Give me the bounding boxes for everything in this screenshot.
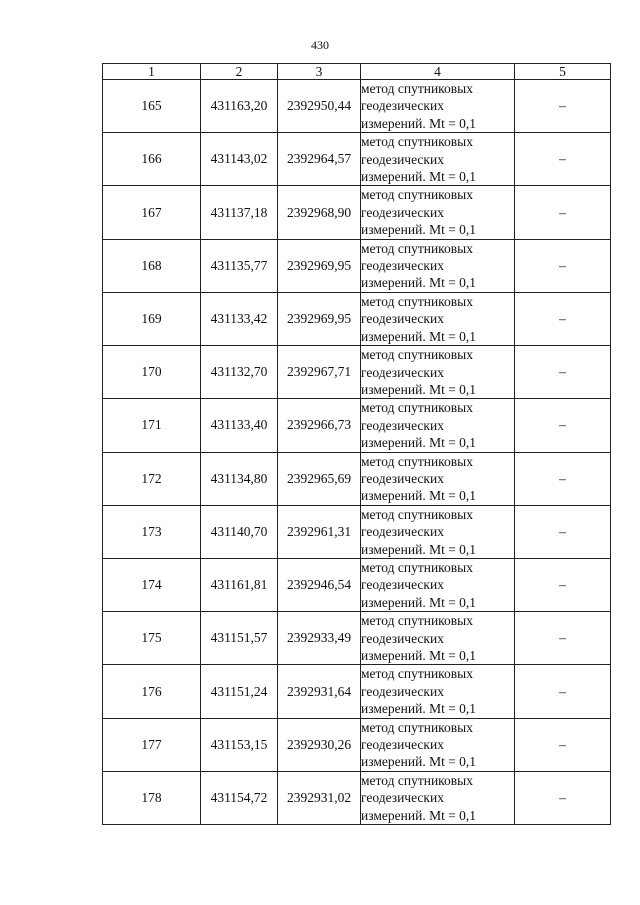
coordinate-y-cell: 2392964,57 [278,133,361,186]
point-number-cell: 172 [103,452,201,505]
note-cell: – [515,665,611,718]
table-body [103,80,611,825]
method-text: метод спутниковых геодезических измерений. Mt = 0,1 [361,506,477,557]
table-row [103,718,611,771]
coordinate-y-cell: 2392946,54 [278,558,361,611]
method-text: метод спутниковых геодезических измерений. Mt = 0,1 [361,187,477,238]
point-number-cell: 173 [103,505,201,558]
coordinates-table [102,63,611,825]
table-row [103,505,611,558]
method-cell [361,186,515,239]
point-number-cell: 170 [103,346,201,399]
table-row [103,292,611,345]
table-row [103,399,611,452]
method-cell [361,665,515,718]
method-text: метод спутниковых геодезических измерений. Mt = 0,1 [361,81,477,131]
coordinate-x-cell: 431161,81 [201,558,278,611]
note-cell: – [515,558,611,611]
coordinate-y-cell: 2392931,02 [278,771,361,824]
table-row [103,665,611,718]
column-header-3: 3 [278,64,361,80]
method-cell [361,399,515,452]
point-number-cell: 166 [103,133,201,186]
method-text: метод спутниковых геодезических измерений. Mt = 0,1 [361,453,477,504]
table-row [103,80,611,133]
method-text: метод спутниковых геодезических измерений. Mt = 0,1 [361,613,477,663]
coordinate-y-cell: 2392965,69 [278,452,361,505]
method-cell [361,718,515,771]
note-cell: – [515,399,611,452]
point-number-cell: 171 [103,399,201,452]
method-cell [361,346,515,399]
note-cell: – [515,186,611,239]
coordinate-x-cell: 431163,20 [201,80,278,133]
coordinate-y-cell: 2392967,71 [278,346,361,399]
point-number-cell: 167 [103,186,201,239]
point-number-cell: 165 [103,80,201,133]
note-cell: – [515,771,611,824]
note-cell: – [515,346,611,399]
method-cell [361,452,515,505]
method-text: метод спутниковых геодезических измерений. Mt = 0,1 [361,134,477,185]
coordinate-x-cell: 431134,80 [201,452,278,505]
column-header-5: 5 [515,64,611,80]
point-number-cell: 176 [103,665,201,718]
point-number-cell: 177 [103,718,201,771]
method-text: метод спутниковых геодезических измерений. Mt = 0,1 [361,293,477,344]
table-row [103,612,611,665]
point-number-cell: 175 [103,612,201,665]
coordinate-x-cell: 431135,77 [201,239,278,292]
method-text: метод спутниковых геодезических измерений. Mt = 0,1 [361,719,477,770]
note-cell: – [515,718,611,771]
column-header-1: 1 [103,64,201,80]
point-number-cell: 169 [103,292,201,345]
coordinate-x-cell: 431151,57 [201,612,278,665]
coordinate-y-cell: 2392969,95 [278,292,361,345]
coordinate-x-cell: 431153,15 [201,718,278,771]
note-cell: – [515,612,611,665]
coordinate-x-cell: 431140,70 [201,505,278,558]
table-row [103,346,611,399]
table-row [103,186,611,239]
coordinate-y-cell: 2392966,73 [278,399,361,452]
table-row [103,558,611,611]
note-cell: – [515,239,611,292]
coordinate-x-cell: 431133,40 [201,399,278,452]
point-number-cell: 178 [103,771,201,824]
method-cell [361,239,515,292]
column-header-4: 4 [361,64,515,80]
method-text: метод спутниковых геодезических измерений. Mt = 0,1 [361,240,477,291]
coordinate-y-cell: 2392969,95 [278,239,361,292]
coordinate-x-cell: 431137,18 [201,186,278,239]
point-number-cell: 174 [103,558,201,611]
note-cell: – [515,452,611,505]
page-number: 430 [311,38,329,52]
method-cell [361,292,515,345]
method-text: метод спутниковых геодезических измерений. Mt = 0,1 [361,347,477,397]
table-header-row [103,64,611,80]
method-cell [361,133,515,186]
coordinate-y-cell: 2392950,44 [278,80,361,133]
column-header-2: 2 [201,64,278,80]
table-row [103,771,611,824]
table-row [103,133,611,186]
method-text: метод спутниковых геодезических измерений. Mt = 0,1 [361,772,477,823]
method-text: метод спутниковых геодезических измерений. Mt = 0,1 [361,666,477,717]
note-cell: – [515,133,611,186]
coordinate-y-cell: 2392961,31 [278,505,361,558]
method-cell [361,80,515,133]
method-cell [361,771,515,824]
coordinate-y-cell: 2392931,64 [278,665,361,718]
coordinate-x-cell: 431132,70 [201,346,278,399]
method-cell [361,505,515,558]
method-text: метод спутниковых геодезических измерений. Mt = 0,1 [361,559,477,610]
note-cell: – [515,292,611,345]
coordinate-x-cell: 431133,42 [201,292,278,345]
table-row [103,239,611,292]
table-row [103,452,611,505]
coordinate-y-cell: 2392968,90 [278,186,361,239]
method-cell [361,612,515,665]
coordinate-x-cell: 431151,24 [201,665,278,718]
method-text: метод спутниковых геодезических измерений. Mt = 0,1 [361,400,477,451]
coordinate-y-cell: 2392933,49 [278,612,361,665]
coordinate-x-cell: 431143,02 [201,133,278,186]
coordinate-y-cell: 2392930,26 [278,718,361,771]
point-number-cell: 168 [103,239,201,292]
note-cell: – [515,80,611,133]
note-cell: – [515,505,611,558]
method-cell [361,558,515,611]
coordinate-x-cell: 431154,72 [201,771,278,824]
